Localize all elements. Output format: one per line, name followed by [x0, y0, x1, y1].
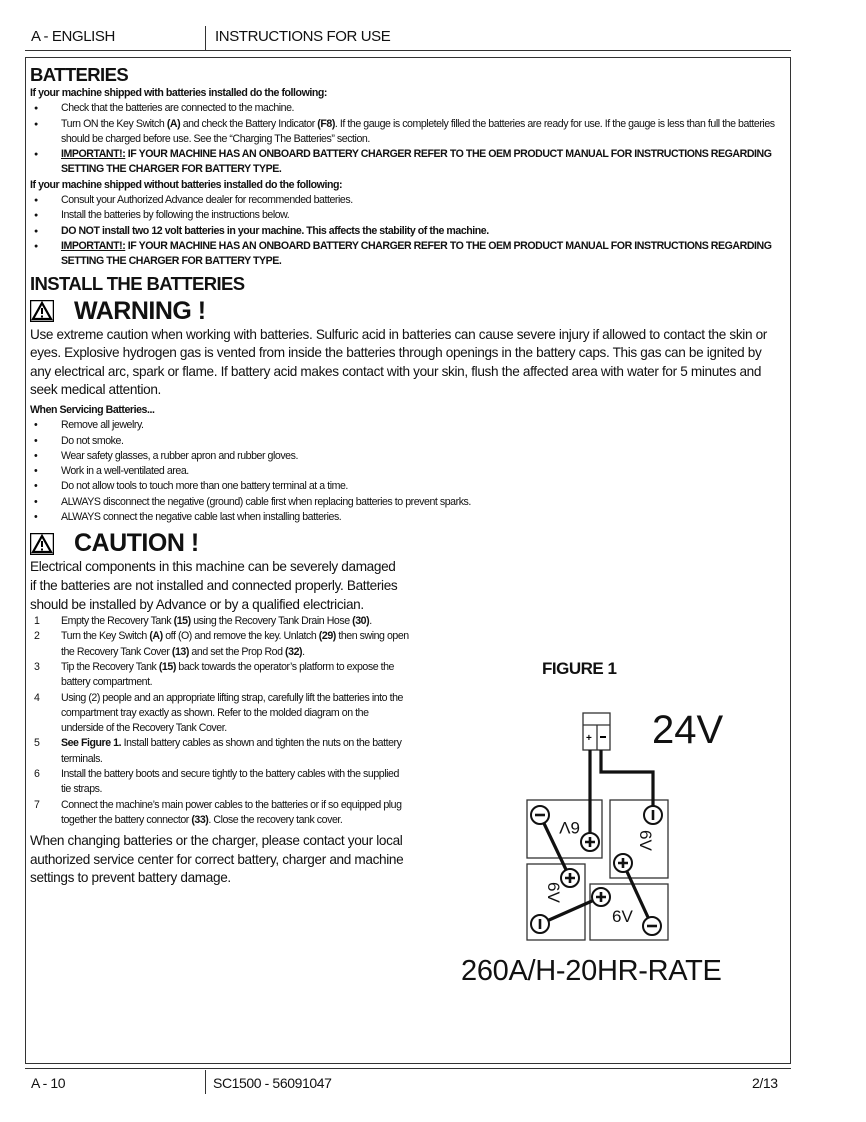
text-segment: Turn the Key Switch — [61, 630, 150, 643]
list-item-text: Wear safety glasses, a rubber apron and rubber gloves. — [61, 449, 298, 462]
text-segment: See Figure 1. — [61, 737, 122, 750]
text-segment: and set the Prop Rod — [188, 645, 286, 658]
servicing-title: When Servicing Batteries... — [30, 403, 155, 416]
list-marker: • — [34, 449, 38, 462]
list-marker: 2 — [34, 630, 40, 643]
list-item-text: ALWAYS disconnect the negative (ground) cable first when replacing batteries to prevent sparks. — [61, 495, 471, 508]
divider — [25, 1068, 791, 1069]
text-segment: (30) — [352, 615, 370, 628]
list-marker: • — [34, 465, 38, 478]
text-segment: . Close the recovery tank cover. — [208, 813, 343, 826]
divider — [205, 1070, 206, 1094]
text-segment: Install battery cables as shown and tighten the nuts on the battery terminals. — [61, 737, 402, 765]
list-item-text: ALWAYS connect the negative cable last when installing batteries. — [61, 511, 342, 524]
list-marker: • — [34, 480, 38, 493]
text-segment: (15) — [173, 615, 191, 628]
text-segment: then swing open the Recovery Tank Cover — [61, 630, 409, 658]
list-marker: • — [34, 511, 38, 524]
list-marker: ● — [34, 197, 38, 205]
text-segment: (A) — [166, 117, 181, 130]
closing-text: When changing batteries or the charger, please contact your local authorized service center for correct battery, charger and machine settings to prevent battery damage. — [30, 833, 404, 886]
with-intro: If your machine shipped with batteries installed do the following: — [30, 87, 327, 99]
caution-title: CAUTION ! — [74, 529, 199, 558]
text-segment: . If the gauge is completely filled the batteries are ready for use. If the gauge is less than full the batteries should be charged before use. See the “Charging The Batteries” section. — [61, 117, 775, 145]
text-segment: (F8) — [317, 117, 335, 130]
text-segment: and check the Battery Indicator — [180, 117, 318, 130]
footer-date: 2/13 — [752, 1075, 778, 1091]
battery-label: 6V — [544, 882, 563, 903]
text-segment: Tip the Recovery Tank — [61, 660, 159, 673]
battery-label: 6V — [612, 907, 633, 926]
text-segment: IF YOUR MACHINE HAS AN ONBOARD BATTERY CHARGER REFER TO THE OEM PRODUCT MANUAL FOR INSTRUCTIONS REGARDING SETTING THE CHARGER FOR BATTERY TYPE. — [61, 239, 772, 268]
list-marker: 3 — [34, 660, 40, 673]
without-intro: If your machine shipped without batteries installed do the following: — [30, 178, 343, 191]
warning-text: Use extreme caution when working with batteries. Sulfuric acid in batteries can cause severe injury if allowed to contact the skin or eyes. Explosive hydrogen gas is vented from inside the batteries through openings in the battery caps. This gas can be ignited by any electrical arc, spark or flame. If battery acid makes contact with your skin, flush the affected area with water for 5 minutes and seek medical attention. — [30, 326, 767, 398]
warning-title: WARNING ! — [74, 296, 206, 325]
figure-rating: 260A/H-20HR-RATE — [461, 955, 722, 987]
text-segment: (33) — [191, 813, 209, 826]
list-marker: 6 — [34, 768, 40, 781]
text-segment: Turn ON the Key Switch — [61, 117, 167, 130]
list-marker: • — [34, 434, 38, 447]
text-segment: IMPORTANT!: — [61, 148, 126, 161]
figure-title: FIGURE 1 — [542, 659, 617, 678]
install-title: INSTALL THE BATTERIES — [30, 272, 245, 294]
text-segment: back towards the operator’s platform to expose the battery compartment. — [61, 660, 395, 689]
header-doc-type: INSTRUCTIONS FOR USE — [215, 28, 391, 45]
list-marker: 4 — [34, 691, 40, 704]
text-segment: (29) — [318, 630, 336, 643]
text-segment: (13) — [171, 645, 189, 658]
text-segment: Empty the Recovery Tank — [61, 615, 174, 628]
text-segment: Install the batteries by following the instructions below. — [61, 209, 290, 222]
list-item-text: Do not smoke. — [61, 434, 124, 447]
battery-label: 6V — [559, 818, 580, 837]
list-marker: • — [34, 419, 38, 432]
text-segment: (A) — [149, 630, 163, 643]
battery-connector-icon — [583, 713, 610, 750]
text-segment: DO NOT install two 12 volt batteries in your machine. This affects the stability of the machine. — [61, 224, 489, 237]
list-marker: ● — [34, 120, 38, 128]
text-segment: off (O) and remove the key. Unlatch — [162, 630, 319, 643]
footer-model: SC1500 - 56091047 — [213, 1075, 332, 1091]
header-language: A - ENGLISH — [31, 28, 115, 45]
text-segment: Consult your Authorized Advance dealer for recommended batteries. — [61, 194, 353, 207]
list-item-text: Do not allow tools to touch more than one battery terminal at a time. — [61, 480, 348, 493]
figure-voltage: 24V — [652, 708, 724, 752]
list-marker: ● — [34, 242, 38, 250]
text-segment: IF YOUR MACHINE HAS AN ONBOARD BATTERY CHARGER REFER TO THE OEM PRODUCT MANUAL FOR INSTRUCTIONS REGARDING SETTING THE CHARGER FOR BATTERY TYPE. — [61, 148, 772, 176]
text-segment: Install the battery boots and secure tightly to the battery cables with the supplied tie straps. — [61, 768, 399, 796]
text-segment: (32) — [285, 645, 303, 658]
list-marker: • — [34, 495, 38, 508]
batteries-title: BATTERIES — [30, 64, 129, 85]
list-marker: ● — [34, 227, 38, 235]
battery-label: 6V — [636, 830, 655, 851]
caution-text: Electrical components in this machine can be severely damaged if the batteries are not installed and connected properly. Batteries should be installed by Advance or by a qualified electrician. — [30, 559, 398, 612]
list-marker: ● — [34, 212, 38, 220]
text-segment: using the Recovery Tank Drain Hose — [190, 615, 353, 628]
list-marker: 1 — [34, 615, 40, 628]
svg-text:+: + — [586, 733, 592, 744]
list-item-text: Remove all jewelry. — [61, 419, 144, 432]
text-segment: Check that the batteries are connected to the machine. — [61, 102, 295, 115]
list-item-text: Work in a well-ventilated area. — [61, 465, 189, 478]
list-marker: ● — [34, 105, 38, 113]
text-segment: (15) — [158, 660, 176, 673]
list-marker: 7 — [34, 798, 40, 811]
text-segment: Connect the machine’s main power cables to the batteries or if so equipped plug together the battery connector — [61, 798, 402, 826]
list-marker: 5 — [34, 737, 40, 750]
text-segment: Using (2) people and an appropriate lifting strap, carefully lift the batteries into the compartment tray exactly as shown. Refer to the molded diagram on the underside of the Recovery Tank Cover. — [61, 691, 403, 735]
list-marker: ● — [34, 151, 38, 159]
text-segment: . — [302, 645, 305, 658]
footer-page: A - 10 — [31, 1075, 66, 1091]
text-segment: . — [369, 615, 372, 628]
text-segment: IMPORTANT!: — [61, 239, 126, 252]
